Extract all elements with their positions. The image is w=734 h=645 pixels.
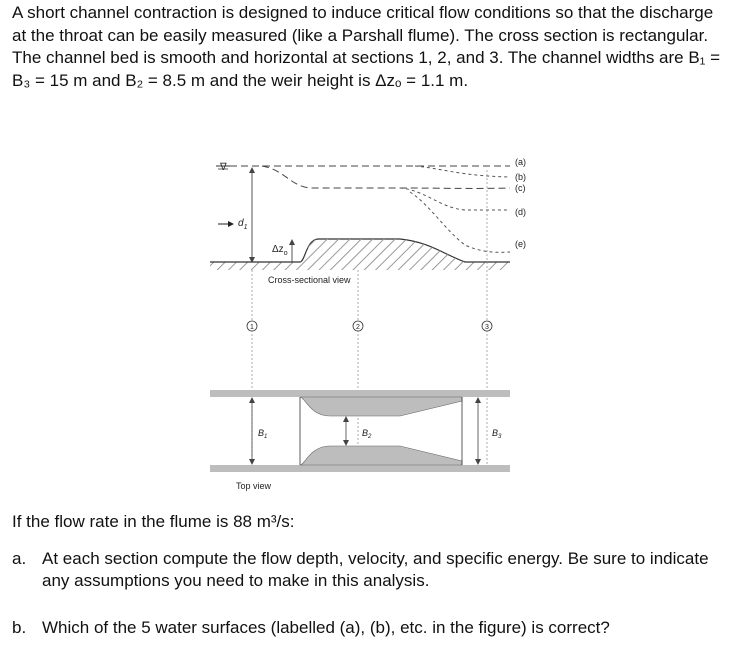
cross-section-view: [210, 157, 526, 285]
width-label-b2: $B_2$: [362, 428, 372, 440]
surface-label-a: (a): [515, 157, 526, 167]
cross-section-caption: Cross-sectional view: [268, 275, 351, 285]
water-surface-e: [410, 192, 510, 252]
surface-label-d: (d): [515, 207, 526, 217]
water-surface-c: [262, 166, 510, 188]
surface-label-c: (c): [515, 183, 526, 193]
water-surface-symbol: ∇: [220, 162, 227, 173]
water-surface-d: [400, 188, 510, 210]
svg-text:3: 3: [485, 324, 489, 331]
width-label-b1: $B_1$: [258, 428, 268, 440]
contraction-bottom: [300, 446, 462, 465]
top-view: [210, 390, 510, 491]
water-surface-b: [415, 166, 510, 177]
section-marker-2: [353, 321, 363, 331]
surface-label-e: (e): [515, 239, 526, 249]
question-b-text: Which of the 5 water surfaces (labelled (a), (b), etc. in the figure) is correct?: [42, 618, 610, 637]
section-marker-1: [247, 321, 257, 331]
depth-label-d1: $d_1$: [238, 218, 248, 231]
svg-text:2: 2: [356, 324, 360, 331]
question-b-marker: b.: [12, 618, 27, 637]
contraction-top: [300, 397, 462, 416]
top-view-caption: Top view: [236, 481, 272, 491]
weir-height-label: $\Delta z_o$: [272, 244, 288, 257]
section-marker-3: [482, 321, 492, 331]
channel-bed-hatch: [210, 262, 510, 270]
question-a-text: At each section compute the flow depth, velocity, and specific energy. Be sure to indicate any assumptions you need to make in this analysis.: [42, 549, 709, 590]
problem-statement: A short channel contraction is designed to induce critical flow conditions so that the discharge at the throat can be easily measured (like a Parshall flume). The cross section is rectangular. The channel bed is smooth and horizontal at sections 1, 2, and 3. The channel widths are B₁ = B₃ = 15 m and B₂ = 8.5 m and the weir height is Δzₒ = 1.1 m.: [12, 3, 721, 90]
question-a-marker: a.: [12, 549, 27, 568]
flow-rate-intro: If the flow rate in the flume is 88 m³/s:: [12, 512, 295, 531]
svg-text:1: 1: [250, 324, 254, 331]
question-b: [12, 618, 610, 638]
surface-label-b: (b): [515, 172, 526, 182]
question-a: [12, 548, 728, 592]
width-label-b3: $B_3$: [492, 428, 502, 440]
